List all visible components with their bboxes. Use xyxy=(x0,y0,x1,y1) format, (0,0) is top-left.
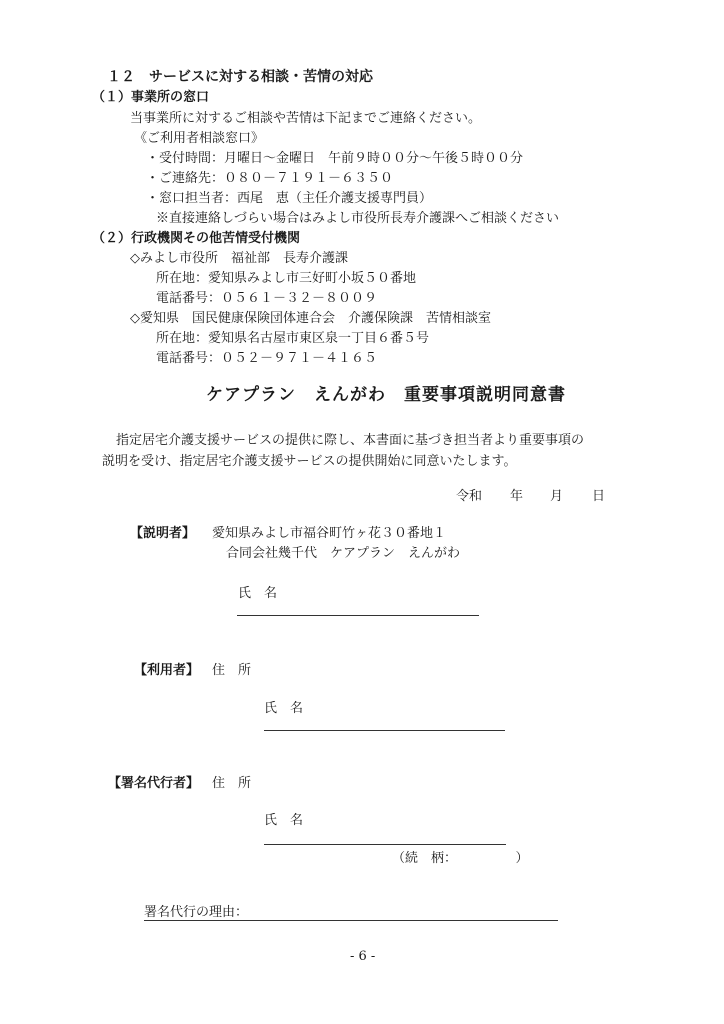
proxy-reason-line[interactable] xyxy=(144,920,558,921)
office-intro-text: 当事業所に対するご相談や苦情は下記までご連絡ください。 xyxy=(130,111,482,126)
window-staff: ・窓口担当者：西尾 恵（主任介護支援専門員） xyxy=(146,191,433,206)
date-month-field[interactable]: 月 xyxy=(550,489,564,504)
proxy-label: 【署名代行者】 xyxy=(108,776,200,791)
explainer-signature-line[interactable] xyxy=(237,615,479,616)
agency-address: 所在地：愛知県みよし市三好町小坂５０番地 xyxy=(156,271,417,286)
consent-body-line2: 説明を受け、指定居宅介護支援サービスの提供開始に同意いたします。 xyxy=(102,454,517,469)
date-year-field[interactable]: 年 xyxy=(510,489,524,504)
agency-name: ◇みよし市役所 福祉部 長寿介護課 xyxy=(130,251,348,266)
agency-phone: 電話番号：０５２－９７１－４１６５ xyxy=(156,351,378,366)
explainer-address: 愛知県みよし市福谷町竹ヶ花３０番地１ xyxy=(212,526,447,541)
consultation-window-label: 《ご利用者相談窓口》 xyxy=(134,131,265,146)
page-number: - 6 - xyxy=(350,949,376,964)
agency-name: ◇愛知県 国民健康保険団体連合会 介護保険課 苦情相談室 xyxy=(130,311,491,326)
explainer-label: 【説明者】 xyxy=(130,526,196,541)
contact-phone: ・ご連絡先：０８０－７１９１－６３５０ xyxy=(146,171,394,186)
user-address-label: 住 所 xyxy=(212,663,252,678)
contact-note: ※直接連絡しづらい場合はみよし市役所長寿介護課へご相談ください xyxy=(156,211,560,226)
proxy-address-label: 住 所 xyxy=(212,776,252,791)
agency-phone: 電話番号：０５６１－３２－８００９ xyxy=(156,291,378,306)
subsection-heading-office-window: （１）事業所の窓口 xyxy=(92,90,210,105)
proxy-relationship-field[interactable]: （続 柄： ） xyxy=(392,851,529,866)
user-label: 【利用者】 xyxy=(134,663,200,678)
agency-address: 所在地：愛知県名古屋市東区泉一丁目６番５号 xyxy=(156,331,430,346)
subsection-heading-agencies: （２）行政機関その他苦情受付機関 xyxy=(92,231,301,246)
user-signature-line[interactable] xyxy=(264,730,505,731)
proxy-name-label: 氏 名 xyxy=(264,813,304,828)
consent-body-line1: 指定居宅介護支援サービスの提供に際し、本書面に基づき担当者より重要事項の xyxy=(116,433,585,448)
date-day-field[interactable]: 日 xyxy=(592,489,606,504)
explainer-name-label: 氏 名 xyxy=(238,586,278,601)
explainer-company: 合同会社幾千代 ケアプラン えんがわ xyxy=(226,546,461,561)
consent-title: ケアプラン えんがわ 重要事項説明同意書 xyxy=(206,385,566,405)
user-name-label: 氏 名 xyxy=(264,701,304,716)
proxy-signature-line[interactable] xyxy=(264,844,506,845)
reception-hours: ・受付時間：月曜日～金曜日 午前９時００分～午後５時００分 xyxy=(146,151,524,166)
date-era: 令和 xyxy=(456,489,483,504)
proxy-reason-label: 署名代行の理由： xyxy=(144,905,249,920)
section-heading: １２ サービスに対する相談・苦情の対応 xyxy=(107,69,373,85)
